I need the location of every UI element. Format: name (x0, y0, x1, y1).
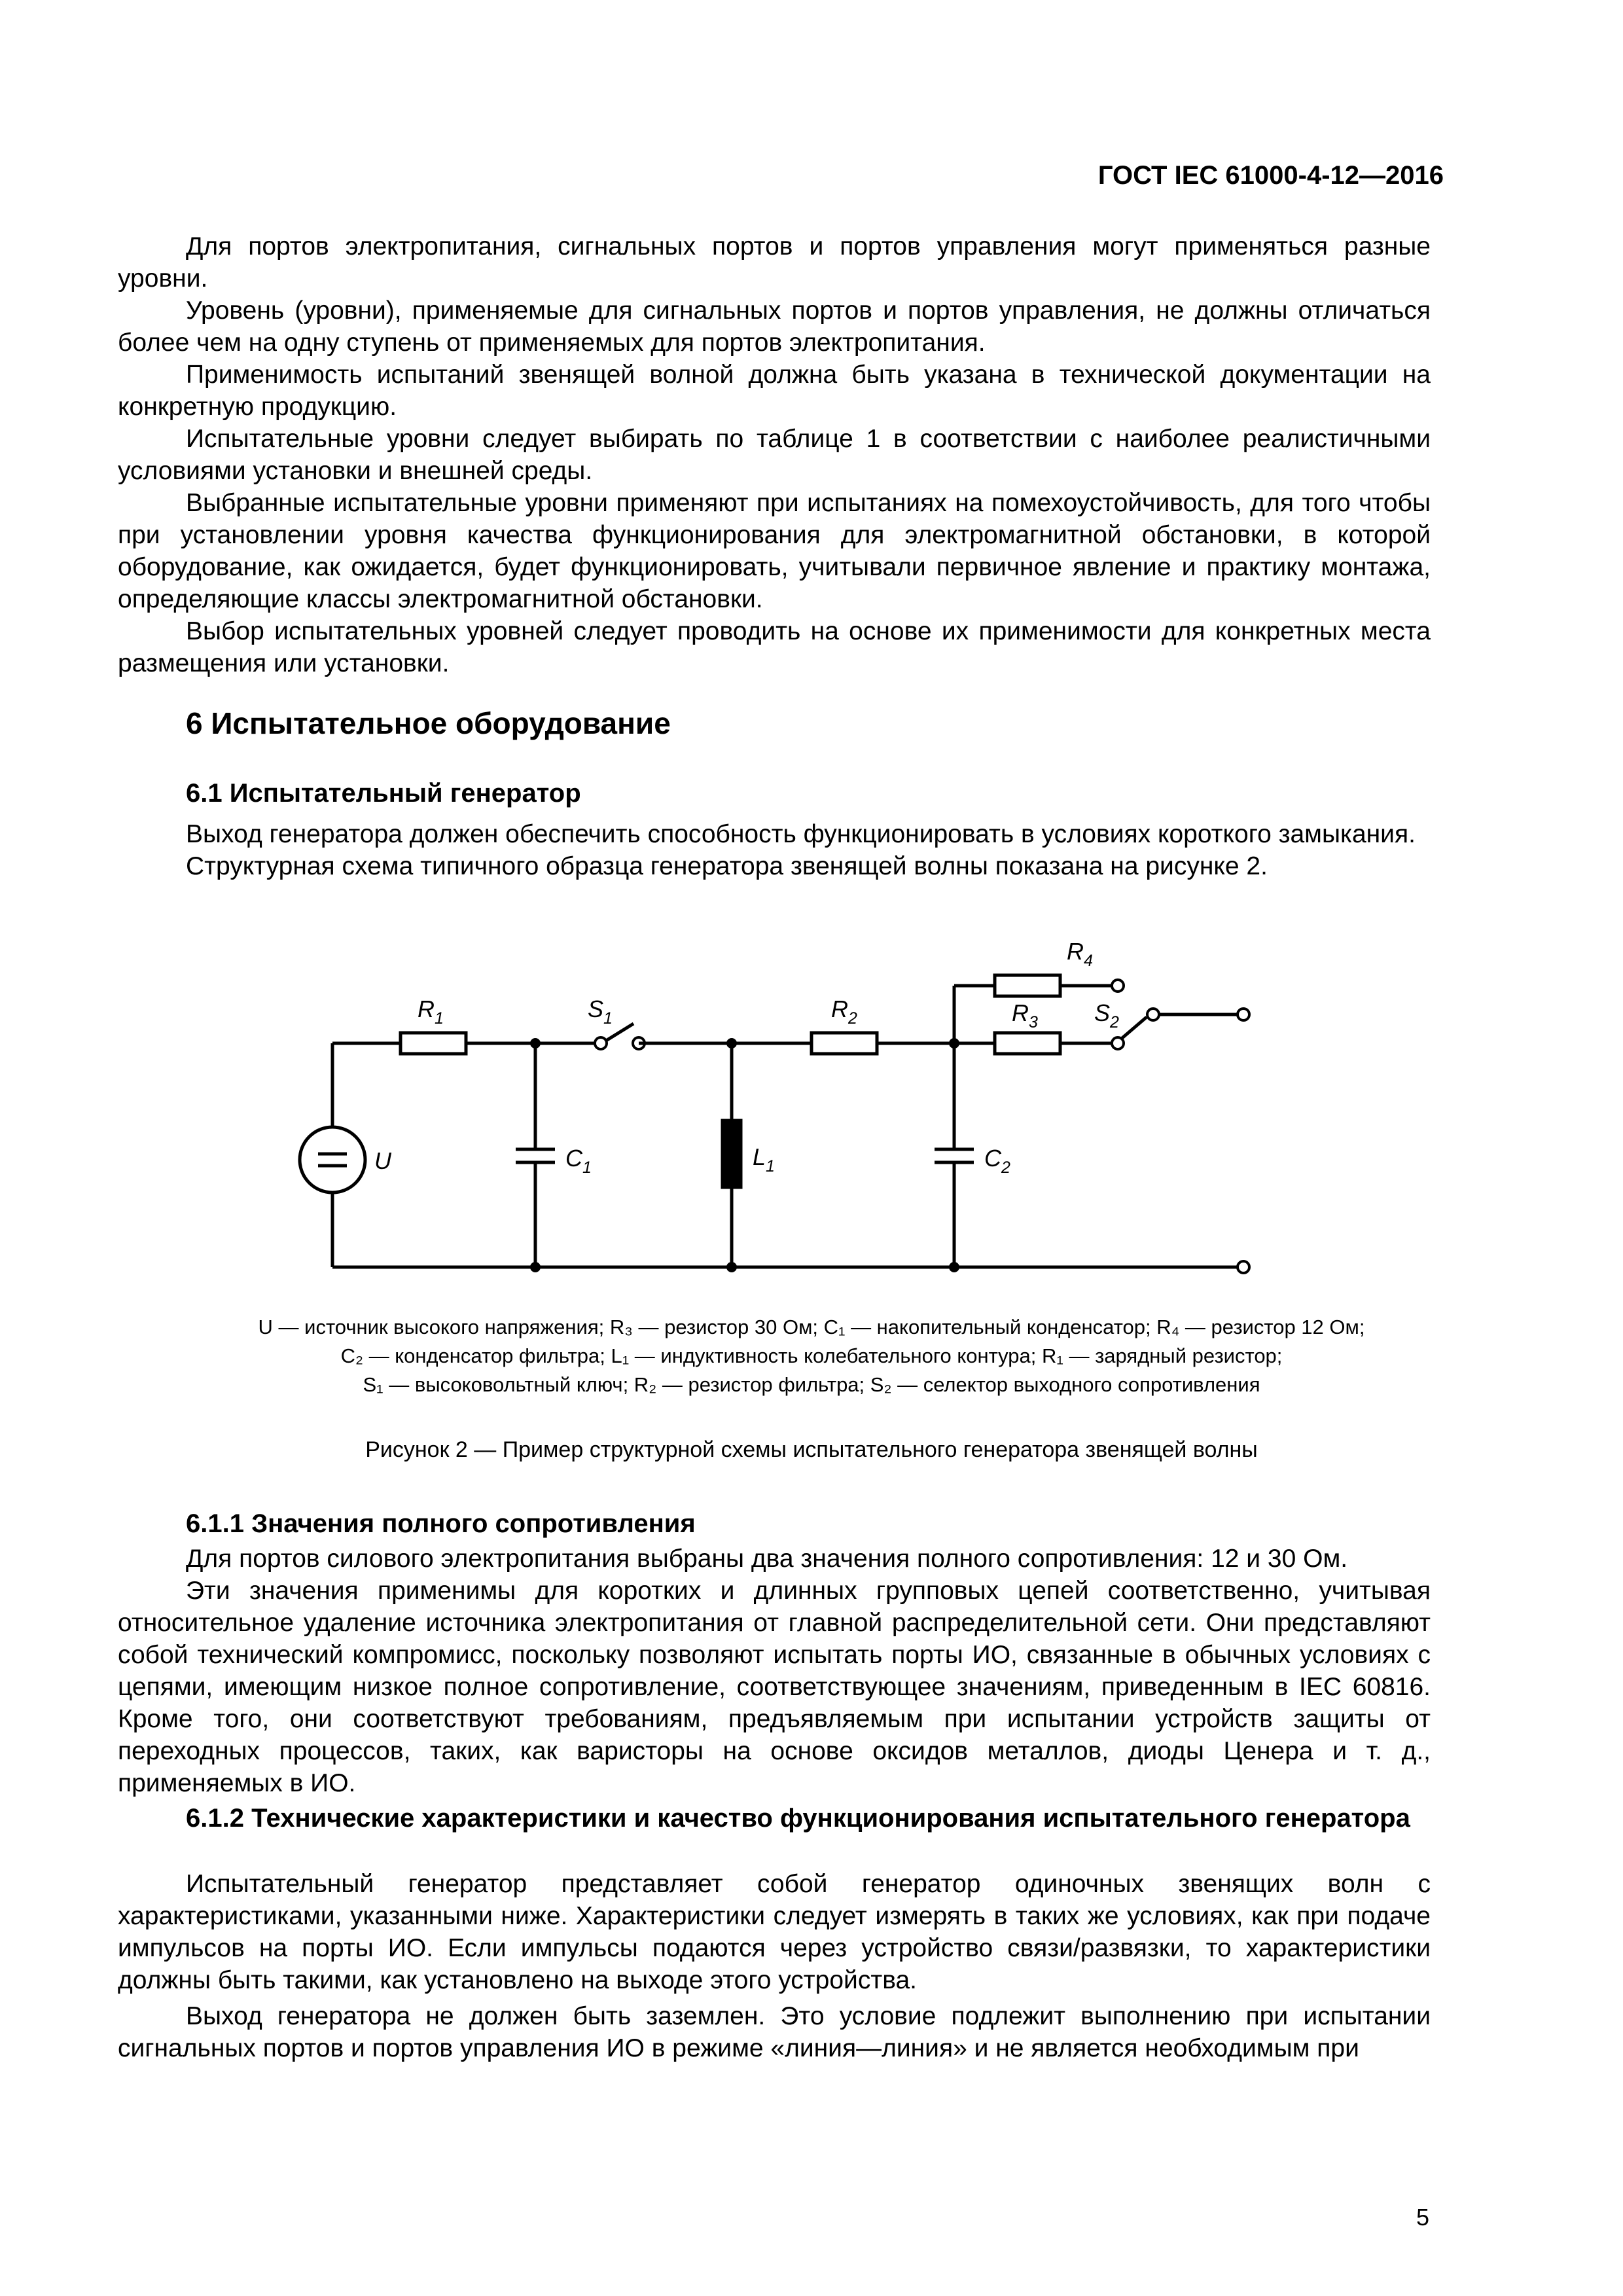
intro-text (118, 230, 1431, 679)
page-number: 5 (1416, 2204, 1429, 2231)
document-header: ГОСТ IEC 61000-4-12—2016 (1097, 161, 1444, 190)
paragraph: Испытательные уровни следует выбирать по таблице 1 в соответствии с наиболее реалистичными условиями установки и внешней среды. (118, 425, 1431, 485)
paragraph: Применимость испытаний звенящей волной должна быть указана в технической документации на конкретную продукцию. (118, 361, 1431, 421)
section-6-1-2-text (118, 1868, 1431, 2064)
label-r1: $R_1$ (418, 996, 444, 1028)
label-s1: $S_1$ (588, 996, 613, 1028)
label-r2: $R_2$ (831, 996, 857, 1028)
label-u: U (374, 1147, 391, 1174)
paragraph: Выбор испытательных уровней следует проводить на основе их применимости для конкретных места размещения или установки. (118, 617, 1431, 677)
label-r4: $R_4$ (1067, 938, 1093, 970)
section-6-1-1-text (118, 1543, 1431, 1799)
paragraph: Выход генератора должен обеспечить способность функционировать в условиях короткого замыкания. (186, 820, 1416, 848)
figure-caption: Рисунок 2 — Пример структурной схемы испытательного генератора звенящей волны (365, 1437, 1258, 1462)
paragraph: Выбранные испытательные уровни применяют при испытаниях на помехоустойчивость, для того чтобы при установлении уровня качества функционирования для электромагнитной обстановки, в которой оборудование, как ожидается, будет функционировать, учитывали первичное явление и практику монтажа, определяющие классы электромагнитной обстановки. (118, 489, 1431, 613)
label-l1: $L_1$ (753, 1143, 775, 1175)
paragraph: Структурная схема типичного образца генератора звенящей волны показана на рисунке 2. (186, 852, 1268, 880)
label-c2: $C_2$ (984, 1145, 1010, 1177)
paragraph: Для портов силового электропитания выбраны два значения полного сопротивления: 12 и 30 Ом. (186, 1545, 1348, 1573)
section-heading: 6 Испытательное оборудование (186, 706, 671, 740)
label-c1: $C_1$ (565, 1145, 592, 1177)
paragraph: Эти значения применимы для коротких и длинных групповых цепей соответственно, учитывая относительное удаление источника электропитания от главной распределительной сети. Они представляют собой технический компромисс, поскольку позволяют испытать порты ИО, связанные в обычных условиях с цепями, имеющим низкое полное сопротивление, соответствующее значениям, приведенным в IEC 60816. Кроме того, они соответствуют требованиям, предъявляемым при испытании устройств защиты от переходных процессов, таких, как варисторы на основе оксидов металлов, диоды Ценера и т. д., применяемых в ИО. (118, 1577, 1431, 1797)
section-6-1-text (118, 818, 1431, 882)
legend-line: C₂ — конденсатор фильтра; L₁ — индуктивность колебательного контура; R₁ — зарядный резистор; (340, 1344, 1283, 1367)
legend-line: U — источник высокого напряжения; R₃ — резистор 30 Ом; C₁ — накопительный конденсатор; R₄ — резистор 12 Ом; (258, 1316, 1365, 1338)
paragraph: Выход генератора не должен быть заземлен. Это условие подлежит выполнению при испытании сигнальных портов и портов управления ИО в режиме «линия—линия» и не является необходимым при (118, 2002, 1431, 2062)
figure-legend (118, 1313, 1505, 1399)
paragraph: Для портов электропитания, сигнальных портов и портов управления могут применяться разные уровни. (118, 232, 1431, 293)
circuit-diagram (0, 916, 1623, 1296)
label-s2: $S_2$ (1094, 999, 1119, 1031)
paragraph: Испытательный генератор представляет собой генератор одиночных звенящих волн с характеристиками, указанными ниже. Характеристики следует измерять в таких же условиях, как при подаче импульсов на порты ИО. Если импульсы подаются через устройство связи/развязки, то характеристики должны быть такими, как установлено на выходе этого устройства. (118, 1870, 1431, 1994)
subsection-heading: 6.1.2 Технические характеристики и качество функционирования испытательного генератора (186, 1804, 1410, 1833)
subsection-heading: 6.1.1 Значения полного сопротивления (186, 1509, 696, 1538)
legend-line: S₁ — высоковольтный ключ; R₂ — резистор фильтра; S₂ — селектор выходного сопротивления (363, 1373, 1260, 1396)
paragraph: Уровень (уровни), применяемые для сигнальных портов и портов управления, не должны отличаться более чем на одну ступень от применяемых для портов электропитания. (118, 296, 1431, 357)
label-r3: $R_3$ (1012, 999, 1038, 1031)
subsection-heading: 6.1 Испытательный генератор (186, 779, 581, 808)
